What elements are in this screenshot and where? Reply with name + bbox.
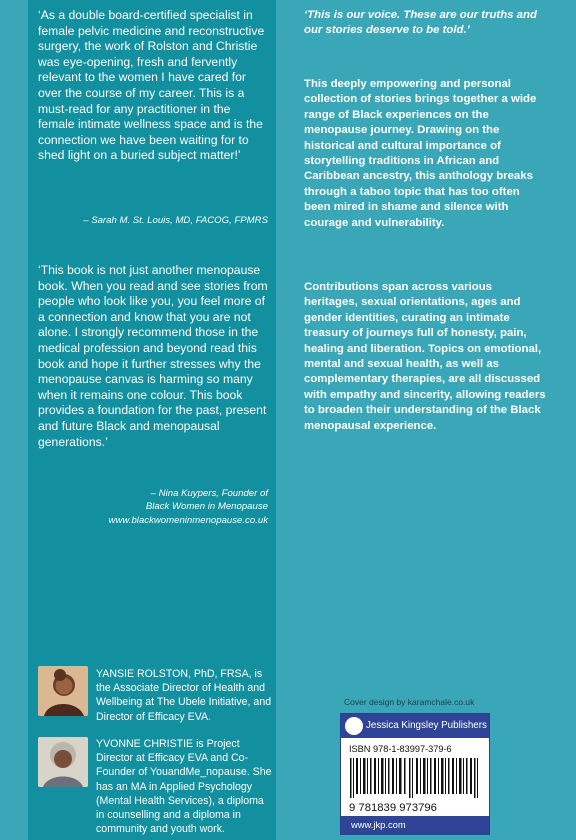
attribution-line-1: – Nina Kuypers, Founder of <box>150 488 268 499</box>
publisher-name: Jessica Kingsley Publishers <box>366 720 487 731</box>
blurb-paragraph-2: Contributions span across various heritages, sexual orientations, ages and gender identities, curating an intimate treasury of journeys full of honesty, pain, healing and liberation. Topics on emotional, mental and sexual health, as well as complementary therapies, are all discussed with empathy and sincerity, allowing readers to broaden their understanding of the Black menopausal experience. <box>304 281 546 432</box>
publisher-barcode-box <box>340 713 490 835</box>
endorsement-quote-2: ‘This book is not just another menopause book. When you read and see stories from people who look like you, you feel more of a connection and know that you are not alone. I strongly recommend those in the medical profession and beyond read this book and hope it further stresses why the menopause canvas is harming so many when it remains one colour. This book provides a foundation for the past, present and future Black and menopausal generations.’ <box>38 263 268 449</box>
author-bio-2-text: YVONNE CHRISTIE is Project Director at Efficacy EVA and Co-Founder of YouandMe_nopause. She has an MA in Applied Psychology (Mental Health Services), a diploma in counselling and a diploma in community and youth work. <box>96 738 272 836</box>
author-bio-1: YANSIE ROLSTON, PhD, FRSA, is the Associate Director of Health and Wellbeing at The Ubele Initiative, and Director of Efficacy EVA. <box>96 668 272 723</box>
endorsement-quote-1: ‘As a double board-certified specialist in female pelvic medicine and reconstructive surgery, the work of Rolston and Christie was eye-opening, fresh and fervently relevant to the women I have cared for over the course of my career. This is a must-read for any practitioner in the female intimate wellness space and is the connection we have been waiting for to shed light on a buried subject matter!’ <box>38 8 265 163</box>
attribution-line-2: Black Women in Menopause <box>145 501 268 513</box>
attribution-line-3: www.blackwomeninmenopause.co.uk <box>108 514 268 526</box>
publisher-website: www.jkp.com <box>341 816 489 834</box>
barcode <box>349 758 479 798</box>
barcode-number: 9 781839 973796 <box>349 802 437 814</box>
endorsement-quote-2-attribution <box>38 487 268 527</box>
isbn: ISBN 978-1-83997-379-6 <box>349 744 452 754</box>
cover-design-credit: Cover design by karamchale.co.uk <box>344 697 475 707</box>
publisher-logo-icon <box>345 717 363 735</box>
tagline-quote: ‘This is our voice. These are our truths and our stories deserve to be told.’ <box>304 9 537 37</box>
author-photo-yansie-rolston <box>38 666 88 716</box>
endorsement-quote-1-attribution: – Sarah M. St. Louis, MD, FACOG, FPMRS <box>83 215 268 226</box>
author-bio-2 <box>38 737 274 836</box>
blurb-paragraph-1: This deeply empowering and personal collection of stories brings together a wide range of Black experiences on the menopause journey. Drawing on the historical and cultural importance of storytelling traditions in African and Caribbean ancestry, this anthology breaks through a taboo topic that has too often been mired in shame and silence with courage and vulnerability. <box>304 78 537 229</box>
publisher-header <box>341 714 489 738</box>
